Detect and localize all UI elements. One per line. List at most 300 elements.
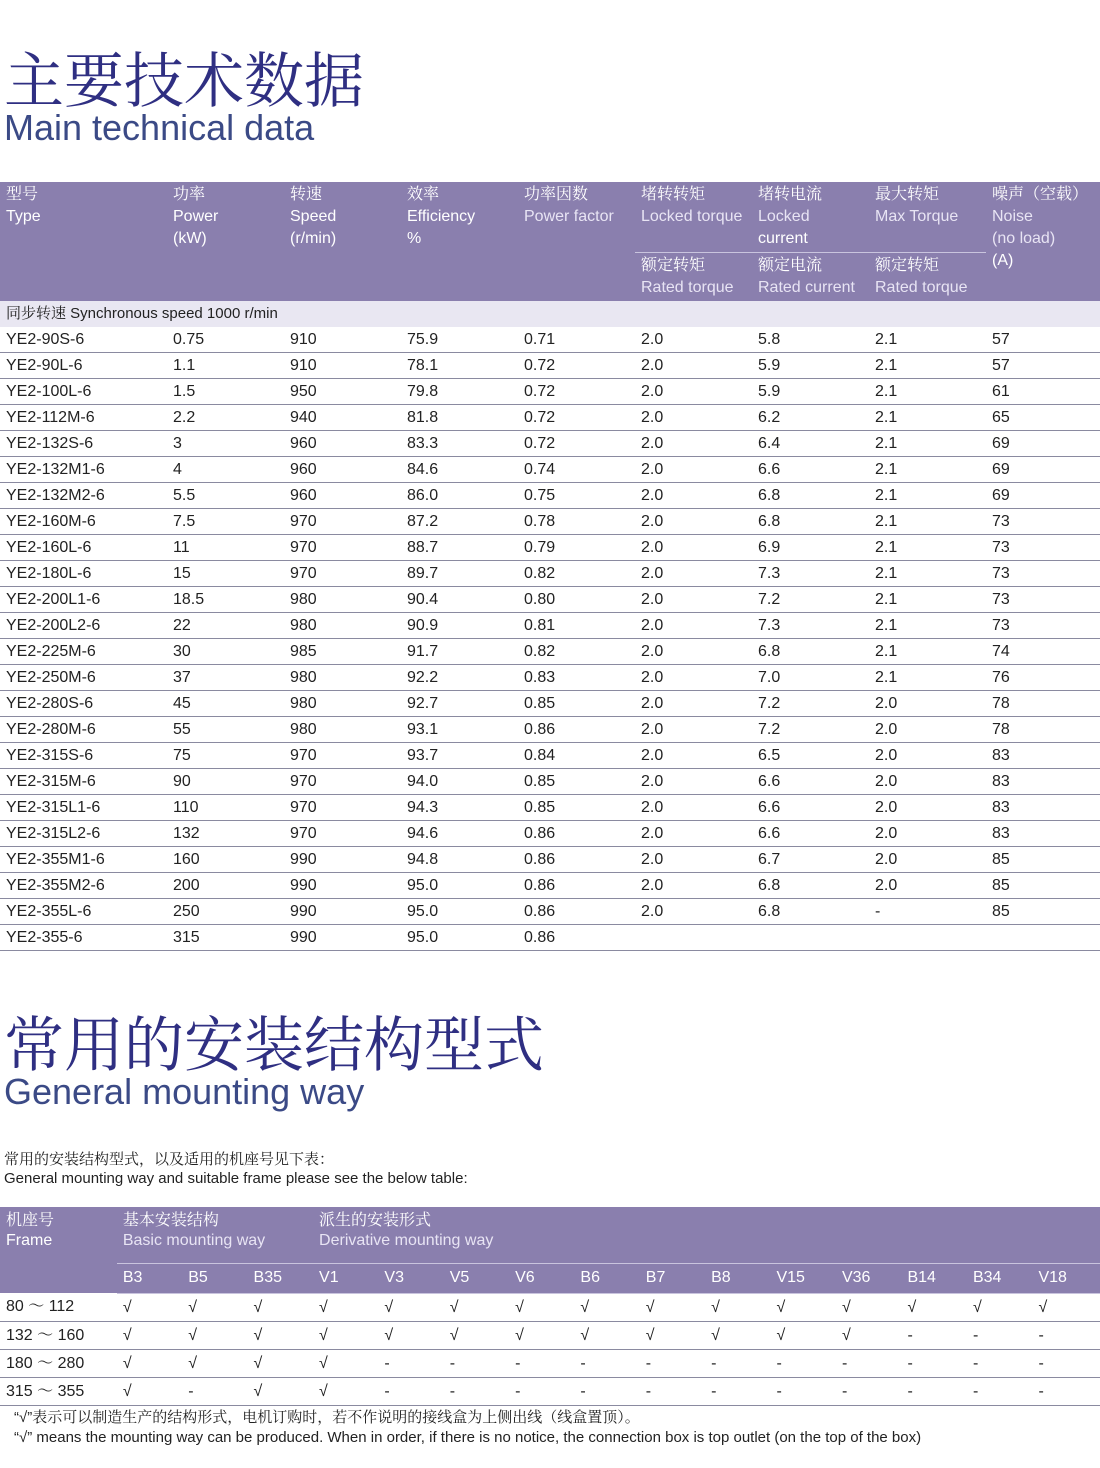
table-cell: YE2-180L-6 xyxy=(0,561,167,587)
table-cell: 0.86 xyxy=(518,873,635,899)
mounting-mark: √ xyxy=(182,1349,247,1377)
table-cell: 84.6 xyxy=(401,457,518,483)
intro-cn: 常用的安装结构型式，以及适用的机座号见下表： xyxy=(4,1151,335,1168)
table-cell: 980 xyxy=(284,613,401,639)
table-cell: 2.0 xyxy=(635,535,752,561)
table-row xyxy=(0,821,1100,847)
table-cell: YE2-280S-6 xyxy=(0,691,167,717)
table-cell: 2.1 xyxy=(869,431,986,457)
mounting-mark: - xyxy=(378,1377,443,1405)
section2-title-cn: 常用的安装结构型式 xyxy=(4,1011,544,1081)
table-cell: 5.8 xyxy=(752,327,869,353)
table-header-row xyxy=(0,182,1100,253)
mounting-mark: - xyxy=(770,1377,836,1405)
mounting-mark: √ xyxy=(444,1321,509,1349)
mounting-header-row xyxy=(0,1207,1100,1263)
table-cell: 2.1 xyxy=(869,483,986,509)
table-cell: 0.86 xyxy=(518,899,635,925)
mounting-mark: - xyxy=(901,1377,967,1405)
table-cell: YE2-315L1-6 xyxy=(0,795,167,821)
table-row xyxy=(0,379,1100,405)
table-cell: 93.7 xyxy=(401,743,518,769)
table-cell: 0.72 xyxy=(518,353,635,379)
table-cell: 7.2 xyxy=(752,587,869,613)
table-cell: 91.7 xyxy=(401,639,518,665)
table-row xyxy=(0,873,1100,899)
table-cell: 7.3 xyxy=(752,561,869,587)
table-cell: YE2-355-6 xyxy=(0,925,167,951)
table-cell: 0.83 xyxy=(518,665,635,691)
table-cell: YE2-90S-6 xyxy=(0,327,167,353)
table-cell: 2.1 xyxy=(869,535,986,561)
table-cell: 83 xyxy=(986,821,1100,847)
table-cell: YE2-250M-6 xyxy=(0,665,167,691)
table-cell: 940 xyxy=(284,405,401,431)
table-cell: 6.8 xyxy=(752,483,869,509)
table-cell: 69 xyxy=(986,483,1100,509)
table-cell: 83.3 xyxy=(401,431,518,457)
table-cell: 73 xyxy=(986,561,1100,587)
mounting-mark: - xyxy=(574,1377,639,1405)
mounting-mark: - xyxy=(1032,1349,1100,1377)
mounting-row xyxy=(0,1321,1100,1349)
table-cell: 0.72 xyxy=(518,379,635,405)
table-cell: 980 xyxy=(284,665,401,691)
header-type: 型号 Type xyxy=(6,186,41,225)
mounting-mark: - xyxy=(901,1349,967,1377)
table-cell xyxy=(635,925,752,951)
table-cell: YE2-200L2-6 xyxy=(0,613,167,639)
table-cell: YE2-100L-6 xyxy=(0,379,167,405)
mounting-mark: - xyxy=(967,1349,1033,1377)
table-cell: 2.0 xyxy=(635,431,752,457)
table-cell: 132 xyxy=(167,821,284,847)
mounting-code: V5 xyxy=(444,1263,509,1293)
table-cell: 73 xyxy=(986,509,1100,535)
mounting-code: V1 xyxy=(313,1263,378,1293)
table-cell: 1.1 xyxy=(167,353,284,379)
mounting-mark: √ xyxy=(117,1321,182,1349)
mounting-mark: √ xyxy=(509,1293,574,1321)
table-cell: 2.1 xyxy=(869,405,986,431)
mounting-mark: - xyxy=(770,1349,836,1377)
table-row xyxy=(0,405,1100,431)
mounting-code: V3 xyxy=(378,1263,443,1293)
table-cell: 2.1 xyxy=(869,457,986,483)
mounting-mark: √ xyxy=(901,1293,967,1321)
section-title-cn: 主要技术数据 xyxy=(4,47,364,117)
table-cell: 315 xyxy=(167,925,284,951)
table-cell: 95.0 xyxy=(401,925,518,951)
mounting-code: B8 xyxy=(705,1263,770,1293)
table-cell: 37 xyxy=(167,665,284,691)
table-cell: 2.1 xyxy=(869,353,986,379)
table-cell: 83 xyxy=(986,743,1100,769)
table-cell: 6.8 xyxy=(752,899,869,925)
table-row xyxy=(0,665,1100,691)
table-cell: 2.0 xyxy=(635,821,752,847)
table-cell: 2.0 xyxy=(869,769,986,795)
table-cell: 980 xyxy=(284,691,401,717)
table-cell: 0.81 xyxy=(518,613,635,639)
table-cell: 960 xyxy=(284,483,401,509)
mounting-mark: √ xyxy=(313,1321,378,1349)
mounting-mark: - xyxy=(705,1349,770,1377)
mounting-row xyxy=(0,1349,1100,1377)
table-cell: 81.8 xyxy=(401,405,518,431)
subheader-rated-torque-max: 额定转矩 Rated torque xyxy=(875,257,968,296)
mounting-mark: √ xyxy=(1032,1293,1100,1321)
table-cell: 2.0 xyxy=(869,795,986,821)
table-cell: 7.3 xyxy=(752,613,869,639)
table-cell: 970 xyxy=(284,535,401,561)
mounting-mark: - xyxy=(378,1349,443,1377)
table-cell: 2.0 xyxy=(869,717,986,743)
table-cell: 94.6 xyxy=(401,821,518,847)
table-cell: 94.0 xyxy=(401,769,518,795)
table-cell: 95.0 xyxy=(401,899,518,925)
table-cell: 2.0 xyxy=(635,795,752,821)
mounting-table xyxy=(0,1207,1100,1406)
table-cell: YE2-315M-6 xyxy=(0,769,167,795)
mounting-code: B7 xyxy=(640,1263,705,1293)
technical-data-table xyxy=(0,182,1100,951)
table-cell xyxy=(986,925,1100,951)
mounting-mark: √ xyxy=(248,1293,314,1321)
table-row xyxy=(0,769,1100,795)
mounting-row xyxy=(0,1377,1100,1405)
table-cell: 985 xyxy=(284,639,401,665)
mounting-mark: √ xyxy=(378,1293,443,1321)
table-cell: 2.1 xyxy=(869,561,986,587)
table-cell: 86.0 xyxy=(401,483,518,509)
table-cell: 0.75 xyxy=(518,483,635,509)
table-cell: 73 xyxy=(986,587,1100,613)
mounting-code: B34 xyxy=(967,1263,1033,1293)
mounting-code: V18 xyxy=(1032,1263,1100,1293)
header-derivative: 派生的安装形式 Derivative mounting way xyxy=(313,1207,1100,1263)
table-cell: 0.80 xyxy=(518,587,635,613)
table-cell: YE2-160L-6 xyxy=(0,535,167,561)
table-cell: 18.5 xyxy=(167,587,284,613)
mounting-mark: √ xyxy=(117,1377,182,1405)
table-cell: 2.2 xyxy=(167,405,284,431)
mounting-mark: √ xyxy=(248,1349,314,1377)
subheader-rated-current: 额定电流 Rated current xyxy=(758,257,855,296)
table-cell: 2.0 xyxy=(635,847,752,873)
table-cell: 7.2 xyxy=(752,691,869,717)
table-cell: 5.9 xyxy=(752,353,869,379)
table-row xyxy=(0,613,1100,639)
table-cell: 0.75 xyxy=(167,327,284,353)
table-cell: 2.0 xyxy=(635,873,752,899)
table-cell: 980 xyxy=(284,717,401,743)
mounting-mark: √ xyxy=(313,1377,378,1405)
table-row xyxy=(0,457,1100,483)
mounting-mark: √ xyxy=(313,1293,378,1321)
table-cell: 960 xyxy=(284,457,401,483)
header-power-factor: 功率因数 Power factor xyxy=(524,186,614,225)
table-cell xyxy=(869,925,986,951)
table-row xyxy=(0,535,1100,561)
table-cell: 57 xyxy=(986,353,1100,379)
table-row xyxy=(0,639,1100,665)
mounting-mark: √ xyxy=(509,1321,574,1349)
table-cell: 2.0 xyxy=(635,613,752,639)
mounting-code: B35 xyxy=(248,1263,314,1293)
mounting-code: B14 xyxy=(901,1263,967,1293)
table-cell: 910 xyxy=(284,327,401,353)
table-cell: YE2-280M-6 xyxy=(0,717,167,743)
mounting-mark: - xyxy=(640,1349,705,1377)
table-cell: YE2-315S-6 xyxy=(0,743,167,769)
table-cell: 75 xyxy=(167,743,284,769)
table-cell: 5.5 xyxy=(167,483,284,509)
table-cell: 6.5 xyxy=(752,743,869,769)
header-locked-current: 堵转电流 Locked current xyxy=(752,182,869,253)
mounting-mark: √ xyxy=(444,1293,509,1321)
table-cell: 7.5 xyxy=(167,509,284,535)
table-cell: 0.85 xyxy=(518,691,635,717)
mounting-mark: √ xyxy=(836,1321,902,1349)
table-cell: YE2-90L-6 xyxy=(0,353,167,379)
table-cell: 2.0 xyxy=(635,457,752,483)
mounting-mark: √ xyxy=(182,1293,247,1321)
mounting-code: V6 xyxy=(509,1263,574,1293)
mounting-mark: √ xyxy=(770,1293,836,1321)
table-cell: 2.0 xyxy=(869,821,986,847)
sync-speed-label: 同步转速 Synchronous speed 1000 r/min xyxy=(0,301,1100,327)
table-cell: 0.85 xyxy=(518,795,635,821)
table-cell: 2.1 xyxy=(869,587,986,613)
table-cell: 950 xyxy=(284,379,401,405)
table-row xyxy=(0,431,1100,457)
mounting-mark: - xyxy=(509,1377,574,1405)
table-cell: 250 xyxy=(167,899,284,925)
table-row xyxy=(0,795,1100,821)
table-cell: YE2-132M2-6 xyxy=(0,483,167,509)
table-cell: 45 xyxy=(167,691,284,717)
table-cell: 2.0 xyxy=(635,509,752,535)
table-cell: YE2-132M1-6 xyxy=(0,457,167,483)
table-cell: 85 xyxy=(986,899,1100,925)
table-cell: 970 xyxy=(284,795,401,821)
header-basic: 基本安装结构 Basic mounting way xyxy=(117,1207,313,1263)
table-cell: - xyxy=(869,899,986,925)
mounting-mark: √ xyxy=(640,1293,705,1321)
table-cell: 2.1 xyxy=(869,509,986,535)
table-cell: 95.0 xyxy=(401,873,518,899)
table-cell: 2.0 xyxy=(869,691,986,717)
table-cell: 55 xyxy=(167,717,284,743)
table-cell: 30 xyxy=(167,639,284,665)
subheader-rated-torque: 额定转矩 Rated torque xyxy=(641,257,734,296)
mounting-row xyxy=(0,1293,1100,1321)
mounting-mark: - xyxy=(574,1349,639,1377)
table-cell: 2.0 xyxy=(635,405,752,431)
table-cell: 69 xyxy=(986,457,1100,483)
mounting-mark: - xyxy=(705,1377,770,1405)
mounting-code: B6 xyxy=(574,1263,639,1293)
frame-range: 132 ～ 160 xyxy=(0,1321,117,1349)
table-cell: 6.6 xyxy=(752,795,869,821)
table-cell: 0.72 xyxy=(518,405,635,431)
table-cell: 2.0 xyxy=(635,639,752,665)
table-cell: 75.9 xyxy=(401,327,518,353)
table-row xyxy=(0,899,1100,925)
table-cell: 2.0 xyxy=(635,379,752,405)
mounting-mark: √ xyxy=(378,1321,443,1349)
table-row xyxy=(0,717,1100,743)
table-cell: 69 xyxy=(986,431,1100,457)
table-cell: 2.0 xyxy=(635,483,752,509)
table-row xyxy=(0,925,1100,951)
table-cell: 73 xyxy=(986,613,1100,639)
table-cell: 110 xyxy=(167,795,284,821)
table-cell: 2.0 xyxy=(635,353,752,379)
table-cell: 85 xyxy=(986,873,1100,899)
table-cell: 6.6 xyxy=(752,769,869,795)
table-cell: 2.1 xyxy=(869,613,986,639)
frame-range: 315 ～ 355 xyxy=(0,1377,117,1405)
table-cell: 2.1 xyxy=(869,639,986,665)
table-cell: 92.7 xyxy=(401,691,518,717)
table-cell: 78 xyxy=(986,691,1100,717)
table-cell: 7.2 xyxy=(752,717,869,743)
mounting-mark: √ xyxy=(117,1349,182,1377)
table-cell: 970 xyxy=(284,821,401,847)
mounting-mark: √ xyxy=(640,1321,705,1349)
frame-range: 180 ～ 280 xyxy=(0,1349,117,1377)
table-cell: 94.3 xyxy=(401,795,518,821)
table-cell: 57 xyxy=(986,327,1100,353)
table-cell: 970 xyxy=(284,561,401,587)
table-cell: 4 xyxy=(167,457,284,483)
table-cell xyxy=(752,925,869,951)
mounting-mark: √ xyxy=(574,1293,639,1321)
mounting-code: V36 xyxy=(836,1263,902,1293)
mounting-mark: √ xyxy=(705,1293,770,1321)
table-cell: 88.7 xyxy=(401,535,518,561)
table-cell: 160 xyxy=(167,847,284,873)
mounting-code: B3 xyxy=(117,1263,182,1293)
table-cell: 92.2 xyxy=(401,665,518,691)
mounting-mark: √ xyxy=(248,1377,314,1405)
table-cell: 0.74 xyxy=(518,457,635,483)
mounting-mark: √ xyxy=(117,1293,182,1321)
frame-range: 80 ～ 112 xyxy=(0,1293,117,1321)
table-cell: 2.1 xyxy=(869,379,986,405)
table-cell: 990 xyxy=(284,899,401,925)
table-cell: 90 xyxy=(167,769,284,795)
table-cell: 11 xyxy=(167,535,284,561)
table-cell: 990 xyxy=(284,925,401,951)
table-cell: 2.0 xyxy=(635,327,752,353)
header-max-torque: 最大转矩 Max Torque xyxy=(869,182,986,253)
table-row xyxy=(0,743,1100,769)
table-cell: YE2-315L2-6 xyxy=(0,821,167,847)
table-cell: 990 xyxy=(284,847,401,873)
table-cell: 2.1 xyxy=(869,327,986,353)
table-cell: 22 xyxy=(167,613,284,639)
table-cell: 0.79 xyxy=(518,535,635,561)
table-row xyxy=(0,353,1100,379)
header-frame: 机座号 Frame xyxy=(6,1212,55,1249)
table-cell: 970 xyxy=(284,769,401,795)
table-cell: YE2-225M-6 xyxy=(0,639,167,665)
mounting-codes-row xyxy=(0,1263,1100,1293)
table-cell: YE2-112M-6 xyxy=(0,405,167,431)
mounting-mark: √ xyxy=(967,1293,1033,1321)
mounting-mark: √ xyxy=(313,1349,378,1377)
table-cell: YE2-355L-6 xyxy=(0,899,167,925)
table-cell: 6.4 xyxy=(752,431,869,457)
table-cell: YE2-355M2-6 xyxy=(0,873,167,899)
table-row xyxy=(0,847,1100,873)
header-noise: 噪声（空载） Noise (no load) (A) xyxy=(992,186,1089,269)
mounting-mark: - xyxy=(836,1377,902,1405)
table-cell: YE2-355M1-6 xyxy=(0,847,167,873)
table-cell: 2.0 xyxy=(635,743,752,769)
table-row xyxy=(0,509,1100,535)
header-power: 功率 Power (kW) xyxy=(173,186,219,247)
table-cell: 78 xyxy=(986,717,1100,743)
table-cell: 2.0 xyxy=(635,691,752,717)
table-cell: 15 xyxy=(167,561,284,587)
table-cell: 6.8 xyxy=(752,873,869,899)
table-cell: 94.8 xyxy=(401,847,518,873)
table-row xyxy=(0,691,1100,717)
mounting-mark: - xyxy=(444,1349,509,1377)
mounting-mark: - xyxy=(836,1349,902,1377)
table-cell: 0.86 xyxy=(518,847,635,873)
table-cell: 74 xyxy=(986,639,1100,665)
table-cell: 6.9 xyxy=(752,535,869,561)
table-cell: YE2-200L1-6 xyxy=(0,587,167,613)
mounting-mark: - xyxy=(444,1377,509,1405)
table-cell: 0.82 xyxy=(518,639,635,665)
header-locked-torque: 堵转转矩 Locked torque xyxy=(635,182,752,253)
mounting-code: B5 xyxy=(182,1263,247,1293)
table-cell: 2.0 xyxy=(635,899,752,925)
header-speed: 转速 Speed (r/min) xyxy=(290,186,337,247)
table-cell: 2.0 xyxy=(869,847,986,873)
table-cell: 910 xyxy=(284,353,401,379)
mounting-mark: √ xyxy=(248,1321,314,1349)
table-cell: 61 xyxy=(986,379,1100,405)
table-cell: 83 xyxy=(986,769,1100,795)
table-row xyxy=(0,327,1100,353)
mounting-mark: - xyxy=(509,1349,574,1377)
mounting-mark: √ xyxy=(836,1293,902,1321)
table-cell: 0.86 xyxy=(518,821,635,847)
table-cell: 76 xyxy=(986,665,1100,691)
section-title-en: Main technical data xyxy=(4,107,315,148)
table-row xyxy=(0,561,1100,587)
table-cell: 970 xyxy=(284,743,401,769)
table-cell: 90.4 xyxy=(401,587,518,613)
table-cell: 3 xyxy=(167,431,284,457)
table-cell: 6.6 xyxy=(752,457,869,483)
table-cell: 79.8 xyxy=(401,379,518,405)
mounting-mark: √ xyxy=(574,1321,639,1349)
table-cell: 6.8 xyxy=(752,639,869,665)
mounting-mark: - xyxy=(901,1321,967,1349)
table-cell: 960 xyxy=(284,431,401,457)
table-cell: 6.6 xyxy=(752,821,869,847)
table-cell: 7.0 xyxy=(752,665,869,691)
table-cell: 93.1 xyxy=(401,717,518,743)
